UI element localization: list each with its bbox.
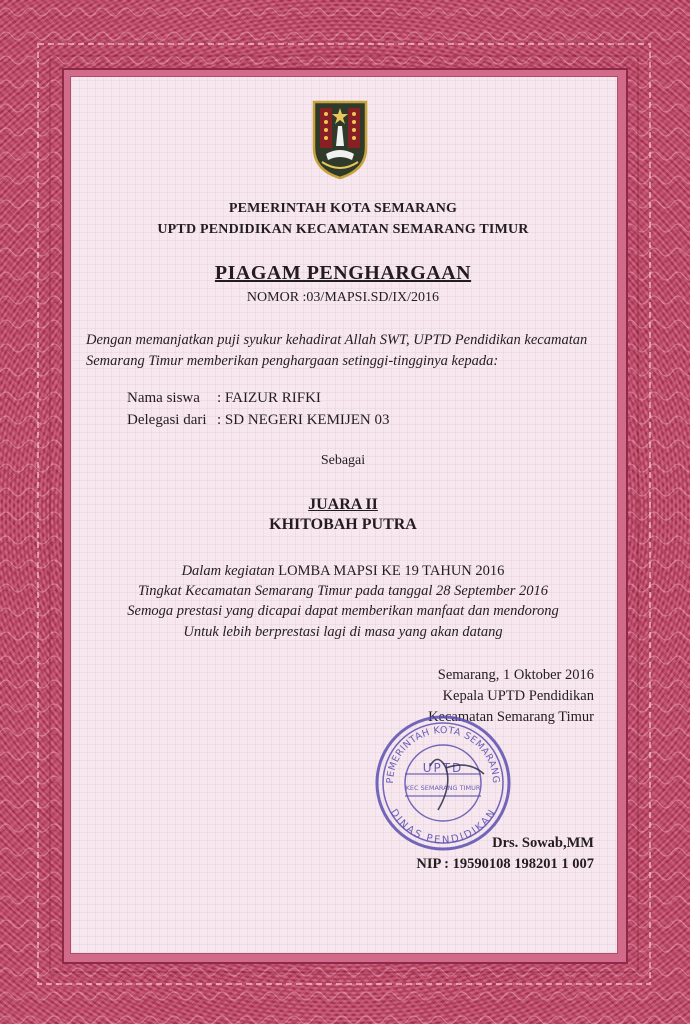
place-date: Semarang, 1 Oktober 2016 [437,667,594,683]
stamp-center-text: UPTD [422,761,464,775]
event-line-4: Untuk lebih berprestasi lagi di masa yang akan datang [183,624,503,640]
stamp-sub-text: KEC SEMARANG TIMUR [405,784,481,792]
svg-text:DINAS PENDIDIKAN [388,807,499,846]
delegation-value: : SD NEGERI KEMIJEN 03 [217,412,390,428]
signer-position-2: Kecamatan Semarang Timur [428,709,594,725]
event-name: LOMBA MAPSI KE 19 TAHUN 2016 [278,563,505,579]
svg-text:PEMERINTAH KOTA SEMARANG [385,725,501,784]
event-line-2: Tingkat Kecamatan Semarang Timur pada tanggal 28 September 2016 [137,583,548,599]
official-stamp [372,712,514,854]
as-label: Sebagai [320,453,366,468]
certificate-number: NOMOR :03/MAPSI.SD/IX/2016 [246,290,440,305]
stamp-bottom-text: DINAS PENDIDIKAN [387,807,499,847]
name-value: : FAIZUR RIFKI [217,390,321,406]
signer-name: Drs. Sowab,MM [492,835,594,851]
office-heading: UPTD PENDIDIKAN KECAMATAN SEMARANG TIMUR [157,222,529,237]
name-label: Nama siswa [127,390,200,406]
signer-position-1: Kepala UPTD Pendidikan [442,688,594,704]
event-prefix: Dalam kegiatan [181,563,279,579]
award-rank: JUARA II [308,496,378,513]
government-heading: PEMERINTAH KOTA SEMARANG [228,201,458,216]
city-crest-logo [312,100,368,180]
event-line-1 [70,563,616,580]
stamp-top-text: PEMERINTAH KOTA SEMARANG [384,724,502,784]
delegation-label: Delegasi dari [127,412,207,428]
award-category: KHITOBAH PUTRA [269,516,417,533]
event-line-3: Semoga prestasi yang dicapai dapat memberikan manfaat dan mendorong [127,603,559,619]
certificate-title: PIAGAM PENGHARGAAN [214,262,472,284]
signer-nip: NIP : 19590108 198201 1 007 [416,856,594,872]
intro-paragraph: Dengan memanjatkan puji syukur kehadirat Allah SWT, UPTD Pendidikan kecamatan Semarang Timur memberikan penghargaan setinggi-tingginya kepada: [86,332,588,369]
